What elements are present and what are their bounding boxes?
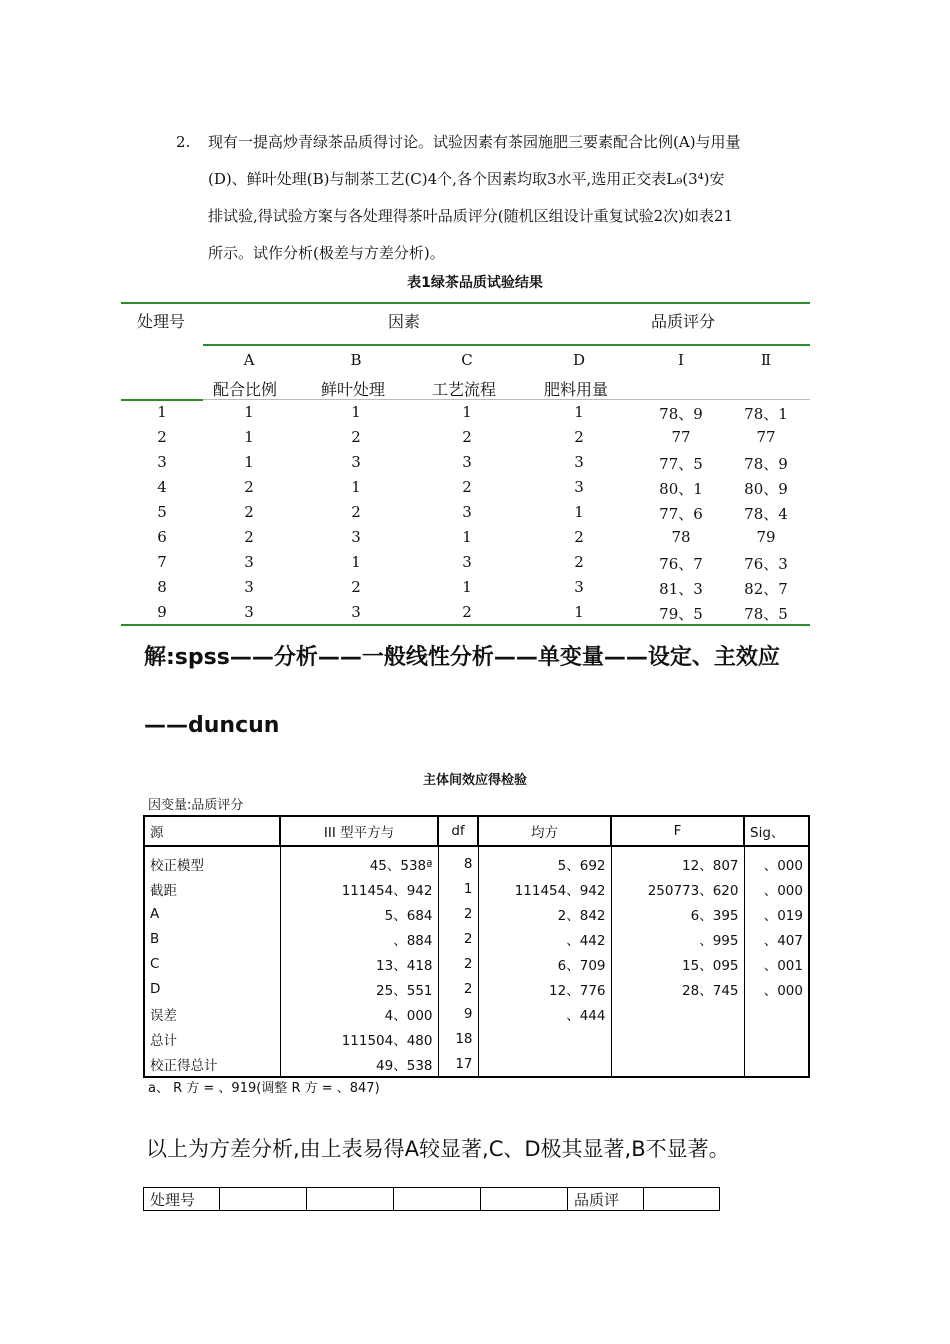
table-bottom-rule (121, 624, 810, 626)
table-cell: 1 (351, 553, 361, 571)
table-row (144, 926, 809, 951)
table-header-rule (203, 399, 810, 400)
table-cell: 6 (157, 528, 167, 546)
table-cell: 1 (244, 428, 254, 446)
table-cell: 1 (351, 403, 361, 421)
table-cell: D (144, 976, 280, 1001)
table-cell: 78、4 (744, 505, 788, 523)
header-quality: 品质评分 (651, 312, 716, 331)
table-cell (611, 1051, 744, 1077)
table-cell: 1 (244, 453, 254, 471)
table-cell: B (144, 926, 280, 951)
table-cell: 3 (244, 578, 254, 596)
solution-line-2: ——duncun (144, 713, 280, 738)
table-cell (744, 1026, 809, 1051)
table-cell: 3 (574, 578, 584, 596)
table-cell (744, 1001, 809, 1026)
table-cell: 80、9 (744, 480, 788, 498)
table-cell: 2 (574, 428, 584, 446)
column-header: df (438, 816, 478, 846)
table-row (144, 1026, 809, 1051)
table-cell: 4、000 (280, 1001, 438, 1026)
table-cell (481, 1188, 568, 1211)
table-cell: 1 (574, 403, 584, 421)
table-cell: 45、538ª (280, 846, 438, 876)
table-cell: 3 (351, 528, 361, 546)
table-cell: 2 (574, 528, 584, 546)
problem-line: 排试验,得试验方案与各处理得茶叶品质评分(随机区组设计重复试验2次)如表21 (208, 207, 734, 225)
table-cell: 、000 (744, 846, 809, 876)
table-row (144, 976, 809, 1001)
problem-line: 现有一提高炒青绿茶品质得讨论。试验因素有茶园施肥三要素配合比例(A)与用量 (208, 133, 741, 151)
table-cell: 8 (157, 578, 167, 596)
table-cell: 2 (438, 976, 478, 1001)
factor-name: 肥料用量 (544, 380, 609, 399)
column-header: 均方 (478, 816, 611, 846)
table-cell: 77、5 (659, 455, 703, 473)
table-cell: 77 (671, 428, 691, 446)
table-cell: 1 (438, 876, 478, 901)
table-cell: 5、684 (280, 901, 438, 926)
table-cell: 品质评 (568, 1188, 644, 1211)
table-cell: 111454、942 (478, 876, 611, 901)
table-cell: 6、709 (478, 951, 611, 976)
table-cell: 3 (462, 553, 472, 571)
table-row (144, 901, 809, 926)
column-header: F (611, 816, 744, 846)
table-cell: 80、1 (659, 480, 703, 498)
table-cell: 9 (157, 603, 167, 621)
table-cell: 总计 (144, 1026, 280, 1051)
factor-name: 鲜叶处理 (321, 380, 386, 399)
table-cell: 2 (244, 503, 254, 521)
table-cell: 、995 (611, 926, 744, 951)
table-cell: 3 (462, 453, 472, 471)
table-cell: 25、551 (280, 976, 438, 1001)
table-cell: 7 (157, 553, 167, 571)
table-cell: 9 (438, 1001, 478, 1026)
table-cell: 2 (462, 428, 472, 446)
table-row (144, 876, 809, 901)
table-cell: 78、9 (744, 455, 788, 473)
table-cell: 2 (438, 926, 478, 951)
table-cell: 77、6 (659, 505, 703, 523)
table-cell: 78、9 (659, 405, 703, 423)
table-cell: 、001 (744, 951, 809, 976)
column-header: III 型平方与 (280, 816, 438, 846)
problem-line: (D)、鲜叶处理(B)与制茶工艺(C)4个,各个因素均取3水平,选用正交表L₉(3⁴)安 (208, 170, 725, 188)
table-cell: 2 (438, 951, 478, 976)
table-cell: 1 (574, 603, 584, 621)
table-cell: 3 (244, 603, 254, 621)
table-cell: 78 (671, 528, 691, 546)
table-cell (611, 1026, 744, 1051)
table-cell: 校正模型 (144, 846, 280, 876)
table-cell: 5 (157, 503, 167, 521)
table-cell: A (144, 901, 280, 926)
table-cell: 2 (244, 528, 254, 546)
table-cell: 2 (462, 478, 472, 496)
factor-letter: A (243, 351, 255, 369)
table-cell: 3 (157, 453, 167, 471)
table-cell (611, 1001, 744, 1026)
table-cell: 、444 (478, 1001, 611, 1026)
spss-anova-table (143, 815, 810, 1078)
table-cell: 1 (244, 403, 254, 421)
partial-table (143, 1187, 720, 1211)
table-cell: 误差 (144, 1001, 280, 1026)
problem-text (208, 124, 808, 272)
table-cell: 76、3 (744, 555, 788, 573)
table-header-row (144, 816, 809, 846)
table-cell: 49、538 (280, 1051, 438, 1077)
table-cell: 3 (244, 553, 254, 571)
table-cell (220, 1188, 307, 1211)
table-cell: 2 (351, 428, 361, 446)
conclusion-text: 以上为方差分析,由上表易得A较显著,C、D极其显著,B不显著。 (146, 1137, 730, 1161)
table-mid-rule (203, 344, 810, 346)
problem-line: 所示。试作分析(极差与方差分析)。 (208, 244, 445, 262)
table-cell: 79、5 (659, 605, 703, 623)
table-cell: 2 (351, 578, 361, 596)
table-cell: 78、1 (744, 405, 788, 423)
table-row (144, 1051, 809, 1077)
table-cell: 8 (438, 846, 478, 876)
spss-table-body (144, 846, 809, 1077)
table-cell: 79 (756, 528, 776, 546)
header-treatment: 处理号 (137, 312, 186, 331)
table-cell: 、000 (744, 976, 809, 1001)
table-row (144, 1001, 809, 1026)
factor-name: 配合比例 (213, 380, 278, 399)
table-cell: 1 (462, 528, 472, 546)
factor-letter: D (572, 351, 586, 369)
table-cell: 2 (244, 478, 254, 496)
table-cell: 3 (574, 478, 584, 496)
table-row (144, 1188, 720, 1211)
table1-title: 表1绿茶品质试验结果 (407, 275, 543, 291)
table-cell: 250773、620 (611, 876, 744, 901)
table-cell: 111504、480 (280, 1026, 438, 1051)
table-cell: 3 (351, 453, 361, 471)
dependent-variable: 因变量:品质评分 (148, 798, 244, 813)
table-cell: 2 (157, 428, 167, 446)
table-cell: 3 (462, 503, 472, 521)
table-row (144, 846, 809, 876)
table-cell: 76、7 (659, 555, 703, 573)
table-cell (478, 1026, 611, 1051)
table-cell: C (144, 951, 280, 976)
table-row (144, 951, 809, 976)
table-cell (394, 1188, 481, 1211)
table-cell: 77 (756, 428, 776, 446)
table-cell: 17 (438, 1051, 478, 1077)
table-cell: 校正得总计 (144, 1051, 280, 1077)
table-cell: 78、5 (744, 605, 788, 623)
column-header: 源 (144, 816, 280, 846)
table-cell: 1 (157, 403, 167, 421)
table-cell: 12、807 (611, 846, 744, 876)
table-cell: 处理号 (144, 1188, 220, 1211)
table-cell (478, 1051, 611, 1077)
table-cell: 82、7 (744, 580, 788, 598)
table-cell: 6、395 (611, 901, 744, 926)
table-cell: 1 (462, 403, 472, 421)
table-cell: 13、418 (280, 951, 438, 976)
table-cell: 1 (462, 578, 472, 596)
table-cell: 2 (351, 503, 361, 521)
table-cell: 3 (351, 603, 361, 621)
table-cell: 81、3 (659, 580, 703, 598)
table-cell: 2 (438, 901, 478, 926)
table-cell: 、884 (280, 926, 438, 951)
table-cell: 2、842 (478, 901, 611, 926)
table-cell: 2 (462, 603, 472, 621)
table-cell: 3 (574, 453, 584, 471)
spss-table-title: 主体间效应得检验 (422, 773, 527, 788)
table-cell: 4 (157, 478, 167, 496)
table-cell (307, 1188, 394, 1211)
table-cell (644, 1188, 720, 1211)
table-top-rule (121, 302, 810, 304)
factor-letter: B (350, 351, 362, 369)
table-cell: 1 (574, 503, 584, 521)
table-cell: 18 (438, 1026, 478, 1051)
header-factors: 因素 (388, 312, 421, 331)
rep-label: Ⅰ (678, 351, 684, 369)
solution-line-1: 解:spss——分析——一般线性分析——单变量——设定、主效应 (144, 645, 780, 670)
table-cell: 、442 (478, 926, 611, 951)
table-footnote: a、 R 方 = 、919(调整 R 方 = 、847) (148, 1081, 380, 1096)
factor-letter: C (461, 351, 473, 369)
table-cell: 2 (574, 553, 584, 571)
rep-label: Ⅱ (760, 351, 772, 369)
table-cell: 、000 (744, 876, 809, 901)
column-header: Sig、 (744, 816, 809, 846)
table-cell: 28、745 (611, 976, 744, 1001)
table-cell: 截距 (144, 876, 280, 901)
table-cell: 5、692 (478, 846, 611, 876)
factor-name: 工艺流程 (432, 380, 497, 399)
table-cell: 111454、942 (280, 876, 438, 901)
table-cell (744, 1051, 809, 1077)
table-cell: 12、776 (478, 976, 611, 1001)
table-cell: 15、095 (611, 951, 744, 976)
table-cell: 1 (351, 478, 361, 496)
problem-number: 2. (176, 133, 191, 151)
table-cell: 、407 (744, 926, 809, 951)
table-cell: 、019 (744, 901, 809, 926)
table-left-rule (121, 399, 203, 401)
